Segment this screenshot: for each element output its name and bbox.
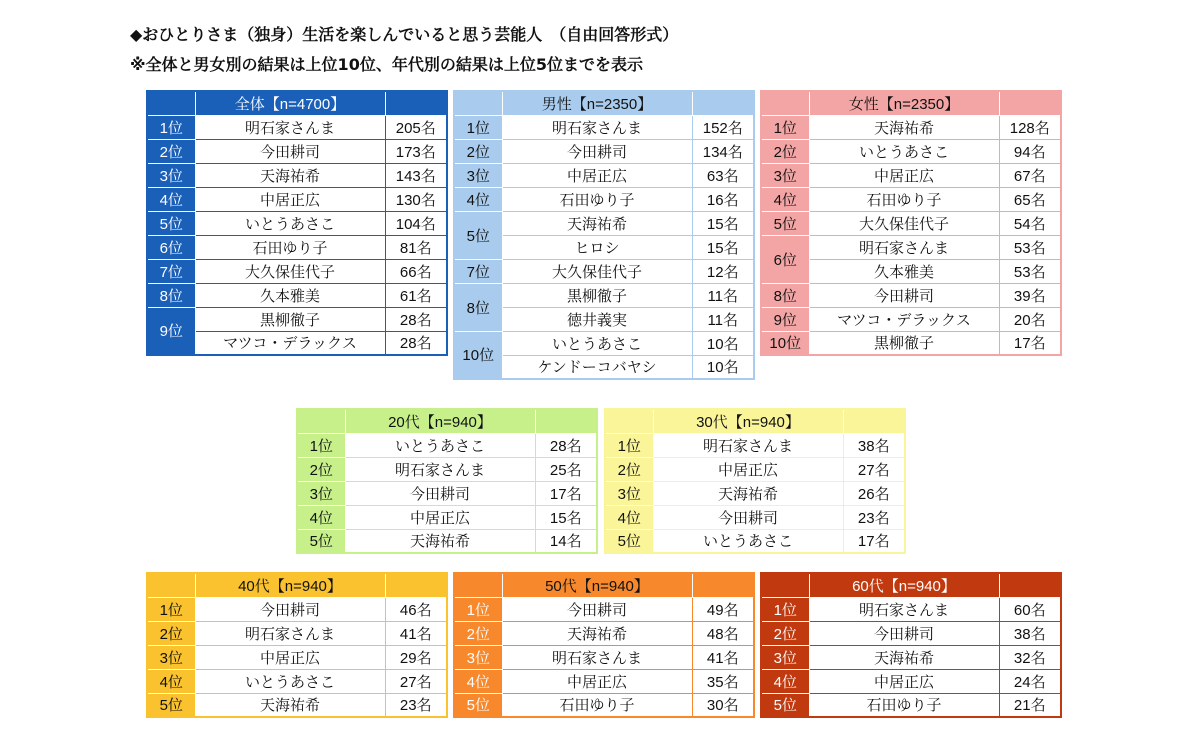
table-row	[761, 187, 1061, 211]
rank-cell: 1位	[147, 597, 195, 621]
rank-cell: 3位	[297, 481, 345, 505]
celebrity-name-cell: 中居正広	[809, 163, 999, 187]
rank-cell: 6位	[147, 235, 195, 259]
rank-cell: 4位	[297, 505, 345, 529]
vote-count-cell: 41名	[385, 621, 447, 645]
table-row	[297, 505, 597, 529]
ranking-table-male	[453, 90, 755, 380]
celebrity-name-cell: 中居正広	[502, 669, 692, 693]
rank-cell: 2位	[454, 139, 502, 163]
celebrity-name-cell: 今田耕司	[195, 139, 385, 163]
vote-count-cell: 39名	[999, 283, 1061, 307]
rank-cell: 5位	[761, 211, 809, 235]
table-row	[297, 433, 597, 457]
table-row	[761, 331, 1061, 355]
rank-cell: 2位	[761, 139, 809, 163]
ranking-table-30s	[604, 408, 906, 554]
celebrity-name-cell: 黒柳徹子	[195, 307, 385, 331]
table-header-title: 男性【n=2350】	[502, 91, 692, 115]
rank-cell: 8位	[147, 283, 195, 307]
header-count-blank	[999, 91, 1061, 115]
rank-cell: 4位	[454, 669, 502, 693]
vote-count-cell: 20名	[999, 307, 1061, 331]
header-count-blank	[692, 91, 754, 115]
rank-cell: 3位	[454, 645, 502, 669]
vote-count-cell: 28名	[385, 331, 447, 355]
ranking-table-female	[760, 90, 1062, 356]
vote-count-cell: 15名	[535, 505, 597, 529]
rank-cell: 5位	[605, 529, 653, 553]
table-row	[761, 115, 1061, 139]
table-row	[605, 529, 905, 553]
celebrity-name-cell: 明石家さんま	[809, 597, 999, 621]
vote-count-cell: 30名	[692, 693, 754, 717]
vote-count-cell: 23名	[385, 693, 447, 717]
table-header-title: 女性【n=2350】	[809, 91, 999, 115]
rank-cell: 1位	[454, 115, 502, 139]
vote-count-cell: 27名	[385, 669, 447, 693]
rank-cell: 6位	[761, 235, 809, 283]
rank-cell: 1位	[605, 433, 653, 457]
celebrity-name-cell: 明石家さんま	[809, 235, 999, 259]
rank-cell: 7位	[147, 259, 195, 283]
vote-count-cell: 152名	[692, 115, 754, 139]
vote-count-cell: 23名	[843, 505, 905, 529]
celebrity-name-cell: 明石家さんま	[345, 457, 535, 481]
table-row	[454, 693, 754, 717]
header-rank-blank	[761, 573, 809, 597]
page-note: ※全体と男女別の結果は上位10位、年代別の結果は上位5位までを表示	[130, 55, 643, 74]
celebrity-name-cell: 黒柳徹子	[809, 331, 999, 355]
table-row	[454, 597, 754, 621]
vote-count-cell: 10名	[692, 331, 754, 355]
rank-cell: 2位	[147, 139, 195, 163]
vote-count-cell: 205名	[385, 115, 447, 139]
rank-cell: 2位	[297, 457, 345, 481]
celebrity-name-cell: 石田ゆり子	[809, 693, 999, 717]
table-row	[297, 481, 597, 505]
table-row	[147, 259, 447, 283]
rank-cell: 4位	[147, 669, 195, 693]
vote-count-cell: 54名	[999, 211, 1061, 235]
table-row	[147, 621, 447, 645]
vote-count-cell: 17名	[999, 331, 1061, 355]
table-row	[761, 139, 1061, 163]
celebrity-name-cell: 明石家さんま	[195, 115, 385, 139]
vote-count-cell: 32名	[999, 645, 1061, 669]
rank-cell: 10位	[454, 331, 502, 379]
celebrity-name-cell: 天海祐希	[809, 645, 999, 669]
rank-cell: 5位	[297, 529, 345, 553]
table-header-title: 40代【n=940】	[195, 573, 385, 597]
rank-cell: 4位	[147, 187, 195, 211]
rank-cell: 2位	[761, 621, 809, 645]
rank-cell: 2位	[454, 621, 502, 645]
celebrity-name-cell: 石田ゆり子	[502, 187, 692, 211]
table-row	[454, 283, 754, 307]
celebrity-name-cell: 中居正広	[195, 187, 385, 211]
rank-cell: 5位	[454, 693, 502, 717]
celebrity-name-cell: 明石家さんま	[653, 433, 843, 457]
vote-count-cell: 46名	[385, 597, 447, 621]
rank-cell: 9位	[761, 307, 809, 331]
table-row	[147, 211, 447, 235]
table-row	[454, 115, 754, 139]
table-header-title: 50代【n=940】	[502, 573, 692, 597]
celebrity-name-cell: 大久保佳代子	[502, 259, 692, 283]
rank-cell: 4位	[454, 187, 502, 211]
celebrity-name-cell: 今田耕司	[345, 481, 535, 505]
vote-count-cell: 49名	[692, 597, 754, 621]
vote-count-cell: 61名	[385, 283, 447, 307]
rank-cell: 3位	[605, 481, 653, 505]
table-row	[454, 163, 754, 187]
celebrity-name-cell: 明石家さんま	[502, 115, 692, 139]
vote-count-cell: 134名	[692, 139, 754, 163]
vote-count-cell: 25名	[535, 457, 597, 481]
vote-count-cell: 128名	[999, 115, 1061, 139]
table-row	[761, 669, 1061, 693]
table-row	[454, 139, 754, 163]
table-row	[761, 597, 1061, 621]
rank-cell: 3位	[454, 163, 502, 187]
ranking-table-50s	[453, 572, 755, 718]
celebrity-name-cell: 天海祐希	[809, 115, 999, 139]
celebrity-name-cell: 大久保佳代子	[809, 211, 999, 235]
table-row	[454, 187, 754, 211]
vote-count-cell: 63名	[692, 163, 754, 187]
vote-count-cell: 29名	[385, 645, 447, 669]
celebrity-name-cell: 久本雅美	[809, 259, 999, 283]
vote-count-cell: 104名	[385, 211, 447, 235]
header-count-blank	[535, 409, 597, 433]
rank-cell: 5位	[761, 693, 809, 717]
header-rank-blank	[297, 409, 345, 433]
table-row	[147, 645, 447, 669]
celebrity-name-cell: 石田ゆり子	[809, 187, 999, 211]
vote-count-cell: 41名	[692, 645, 754, 669]
rank-cell: 4位	[605, 505, 653, 529]
rank-cell: 7位	[454, 259, 502, 283]
celebrity-name-cell: 天海祐希	[502, 621, 692, 645]
table-row	[147, 163, 447, 187]
rank-cell: 4位	[761, 669, 809, 693]
celebrity-name-cell: 今田耕司	[502, 139, 692, 163]
table-row	[147, 307, 447, 331]
vote-count-cell: 67名	[999, 163, 1061, 187]
vote-count-cell: 15名	[692, 211, 754, 235]
table-row	[605, 481, 905, 505]
ranking-table-60s	[760, 572, 1062, 718]
table-row	[147, 693, 447, 717]
header-rank-blank	[147, 573, 195, 597]
header-rank-blank	[454, 573, 502, 597]
celebrity-name-cell: いとうあさこ	[195, 211, 385, 235]
celebrity-name-cell: ケンドーコバヤシ	[502, 355, 692, 379]
rank-cell: 3位	[147, 645, 195, 669]
celebrity-name-cell: 黒柳徹子	[502, 283, 692, 307]
table-row	[761, 163, 1061, 187]
header-count-blank	[385, 573, 447, 597]
rank-cell: 1位	[761, 115, 809, 139]
celebrity-name-cell: 大久保佳代子	[195, 259, 385, 283]
ranking-table-all	[146, 90, 448, 356]
table-header-title: 20代【n=940】	[345, 409, 535, 433]
table-row	[147, 669, 447, 693]
vote-count-cell: 21名	[999, 693, 1061, 717]
vote-count-cell: 66名	[385, 259, 447, 283]
celebrity-name-cell: 明石家さんま	[502, 645, 692, 669]
celebrity-name-cell: 明石家さんま	[195, 621, 385, 645]
table-row	[147, 187, 447, 211]
rank-cell: 8位	[454, 283, 502, 331]
celebrity-name-cell: 今田耕司	[195, 597, 385, 621]
rank-cell: 2位	[147, 621, 195, 645]
celebrity-name-cell: いとうあさこ	[195, 669, 385, 693]
celebrity-name-cell: 今田耕司	[809, 621, 999, 645]
vote-count-cell: 143名	[385, 163, 447, 187]
ranking-table-20s	[296, 408, 598, 554]
vote-count-cell: 10名	[692, 355, 754, 379]
celebrity-name-cell: マツコ・デラックス	[809, 307, 999, 331]
celebrity-name-cell: 今田耕司	[653, 505, 843, 529]
header-count-blank	[692, 573, 754, 597]
table-row	[454, 259, 754, 283]
vote-count-cell: 94名	[999, 139, 1061, 163]
celebrity-name-cell: マツコ・デラックス	[195, 331, 385, 355]
header-count-blank	[999, 573, 1061, 597]
table-row	[761, 211, 1061, 235]
table-row	[605, 505, 905, 529]
table-row	[297, 457, 597, 481]
celebrity-name-cell: 今田耕司	[502, 597, 692, 621]
rank-cell: 3位	[761, 163, 809, 187]
celebrity-name-cell: 天海祐希	[345, 529, 535, 553]
vote-count-cell: 17名	[535, 481, 597, 505]
celebrity-name-cell: 中居正広	[345, 505, 535, 529]
celebrity-name-cell: 今田耕司	[809, 283, 999, 307]
header-rank-blank	[147, 91, 195, 115]
table-row	[454, 669, 754, 693]
rank-cell: 3位	[761, 645, 809, 669]
vote-count-cell: 38名	[843, 433, 905, 457]
celebrity-name-cell: 中居正広	[195, 645, 385, 669]
vote-count-cell: 48名	[692, 621, 754, 645]
table-row	[605, 433, 905, 457]
vote-count-cell: 12名	[692, 259, 754, 283]
celebrity-name-cell: 中居正広	[809, 669, 999, 693]
vote-count-cell: 17名	[843, 529, 905, 553]
vote-count-cell: 38名	[999, 621, 1061, 645]
vote-count-cell: 130名	[385, 187, 447, 211]
celebrity-name-cell: いとうあさこ	[345, 433, 535, 457]
rank-cell: 3位	[147, 163, 195, 187]
table-row	[297, 529, 597, 553]
celebrity-name-cell: 天海祐希	[195, 163, 385, 187]
celebrity-name-cell: いとうあさこ	[502, 331, 692, 355]
celebrity-name-cell: 石田ゆり子	[502, 693, 692, 717]
rank-cell: 1位	[761, 597, 809, 621]
vote-count-cell: 53名	[999, 235, 1061, 259]
table-row	[147, 235, 447, 259]
table-row	[761, 283, 1061, 307]
vote-count-cell: 11名	[692, 283, 754, 307]
table-row	[761, 235, 1061, 259]
vote-count-cell: 27名	[843, 457, 905, 481]
vote-count-cell: 53名	[999, 259, 1061, 283]
rank-cell: 1位	[147, 115, 195, 139]
celebrity-name-cell: 天海祐希	[195, 693, 385, 717]
rank-cell: 5位	[147, 693, 195, 717]
table-row	[605, 457, 905, 481]
table-header-title: 全体【n=4700】	[195, 91, 385, 115]
header-count-blank	[843, 409, 905, 433]
vote-count-cell: 81名	[385, 235, 447, 259]
celebrity-name-cell: 石田ゆり子	[195, 235, 385, 259]
vote-count-cell: 28名	[385, 307, 447, 331]
table-row	[761, 307, 1061, 331]
table-row	[761, 693, 1061, 717]
rank-cell: 8位	[761, 283, 809, 307]
vote-count-cell: 14名	[535, 529, 597, 553]
celebrity-name-cell: いとうあさこ	[809, 139, 999, 163]
rank-cell: 1位	[454, 597, 502, 621]
table-row	[454, 645, 754, 669]
rank-cell: 5位	[147, 211, 195, 235]
header-rank-blank	[454, 91, 502, 115]
celebrity-name-cell: 中居正広	[653, 457, 843, 481]
celebrity-name-cell: 久本雅美	[195, 283, 385, 307]
vote-count-cell: 65名	[999, 187, 1061, 211]
table-row	[147, 597, 447, 621]
header-rank-blank	[761, 91, 809, 115]
table-row	[147, 283, 447, 307]
table-row	[454, 621, 754, 645]
vote-count-cell: 35名	[692, 669, 754, 693]
celebrity-name-cell: 中居正広	[502, 163, 692, 187]
celebrity-name-cell: 天海祐希	[653, 481, 843, 505]
table-row	[454, 211, 754, 235]
header-count-blank	[385, 91, 447, 115]
rank-cell: 9位	[147, 307, 195, 355]
vote-count-cell: 24名	[999, 669, 1061, 693]
vote-count-cell: 15名	[692, 235, 754, 259]
celebrity-name-cell: 徳井義実	[502, 307, 692, 331]
table-row	[454, 331, 754, 355]
table-row	[761, 621, 1061, 645]
table-row	[147, 139, 447, 163]
rank-cell: 5位	[454, 211, 502, 259]
header-rank-blank	[605, 409, 653, 433]
rank-cell: 4位	[761, 187, 809, 211]
celebrity-name-cell: 天海祐希	[502, 211, 692, 235]
rank-cell: 2位	[605, 457, 653, 481]
celebrity-name-cell: ヒロシ	[502, 235, 692, 259]
table-header-title: 60代【n=940】	[809, 573, 999, 597]
ranking-table-40s	[146, 572, 448, 718]
celebrity-name-cell: いとうあさこ	[653, 529, 843, 553]
table-row	[761, 645, 1061, 669]
vote-count-cell: 26名	[843, 481, 905, 505]
table-row	[147, 115, 447, 139]
table-header-title: 30代【n=940】	[653, 409, 843, 433]
vote-count-cell: 28名	[535, 433, 597, 457]
vote-count-cell: 16名	[692, 187, 754, 211]
vote-count-cell: 11名	[692, 307, 754, 331]
rank-cell: 10位	[761, 331, 809, 355]
rank-cell: 1位	[297, 433, 345, 457]
vote-count-cell: 60名	[999, 597, 1061, 621]
vote-count-cell: 173名	[385, 139, 447, 163]
page-title: ◆おひとりさま（独身）生活を楽しんでいると思う芸能人 （自由回答形式）	[130, 25, 679, 44]
